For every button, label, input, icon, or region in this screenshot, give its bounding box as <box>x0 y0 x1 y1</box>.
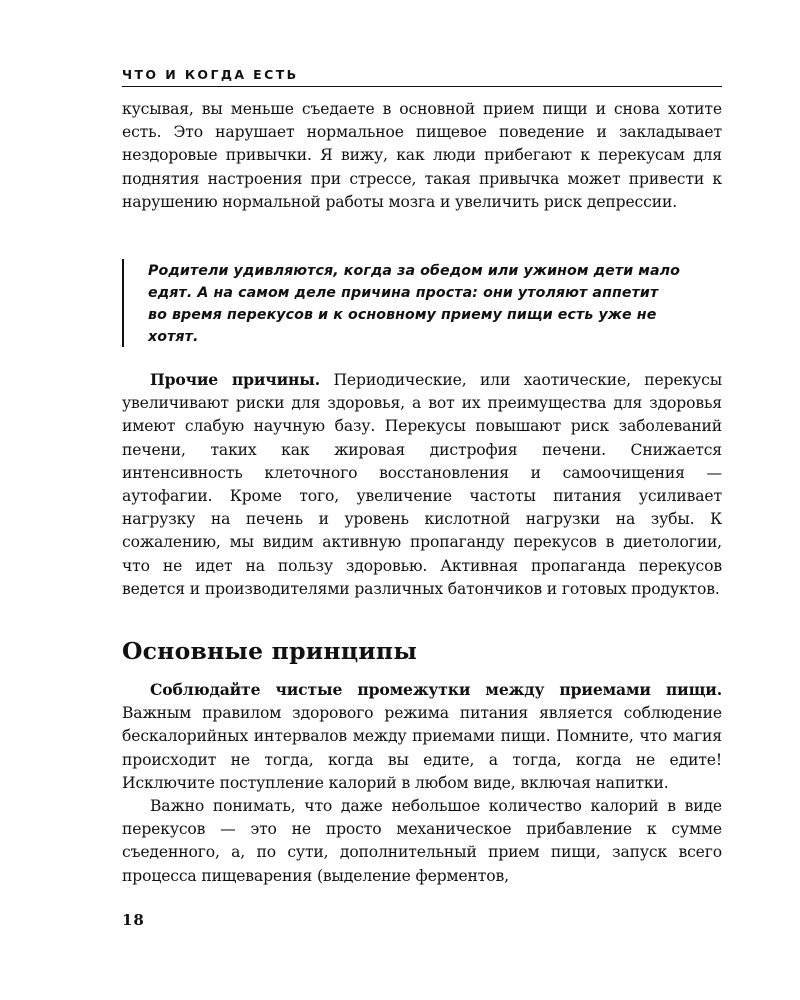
principle-one-lead: Соблюдайте чистые промежутки между приемами пищи. <box>150 680 722 699</box>
intro-block <box>122 98 722 214</box>
closing-paragraph: Важно понимать, что даже небольшое количество калорий в виде перекусов — это не просто механическое прибавление к сумме съеденного, а, по сути, дополнительный прием пищи, запуск всего процесса пищеварения (выделение ферментов, <box>122 797 722 885</box>
other-reasons-block <box>122 368 722 601</box>
section-heading: Основные принципы <box>122 637 418 665</box>
other-reasons-text: Периодические, или хаотические, перекусы увеличивают риски для здоровья, а вот их преимущества для здоровья имеют слабую научную базу. Перекусы повышают риск заболеваний печени, таких как жировая дистрофия печени. Снижается интенсивность клеточного восстановления и самоочищения — аутофагии. Кроме того, увеличение частоты питания усиливает нагрузку на печень и уровень кислотной нагрузки на зубы. К сожалению, мы видим активную пропаганду перекусов в диетологии, что не идет на пользу здоровью. Активная пропаганда перекусов ведется и производителями различных батончиков и готовых продуктов. <box>122 371 722 598</box>
intro-paragraph: кусывая, вы меньше съедаете в основной прием пищи и снова хотите есть. Это нарушает нормальное пищевое поведение и закладывает нездоровые привычки. Я вижу, как люди прибегают к перекусам для поднятия настроения при стрессе, такая привычка может привести к нарушению нормальной работы мозга и увеличить риск депрессии. <box>122 100 722 211</box>
running-header <box>122 64 722 87</box>
principles-block <box>122 678 722 888</box>
book-page <box>122 0 722 1000</box>
principle-one-paragraph <box>122 678 722 795</box>
principle-one-text: Важным правилом здорового режима питания является соблюдение бескалорийных интервалов между приемами пищи. Помните, что магия происходит не тогда, когда вы едите, а тогда, когда не едите! Исключите поступление калорий в любом виде, включая напитки. <box>122 704 722 792</box>
pull-quote <box>122 259 682 347</box>
page-number: 18 <box>122 911 145 929</box>
other-reasons-lead: Прочие причины. <box>150 370 321 389</box>
other-reasons-paragraph <box>122 368 722 601</box>
running-header-title: ЧТО И КОГДА ЕСТЬ <box>122 67 299 82</box>
pull-quote-text: Родители удивляются, когда за обедом или ужином дети мало едят. А на самом деле причина проста: они утоляют аппетит во время перекусов и к основному приему пищи есть уже не хотят. <box>148 263 680 345</box>
